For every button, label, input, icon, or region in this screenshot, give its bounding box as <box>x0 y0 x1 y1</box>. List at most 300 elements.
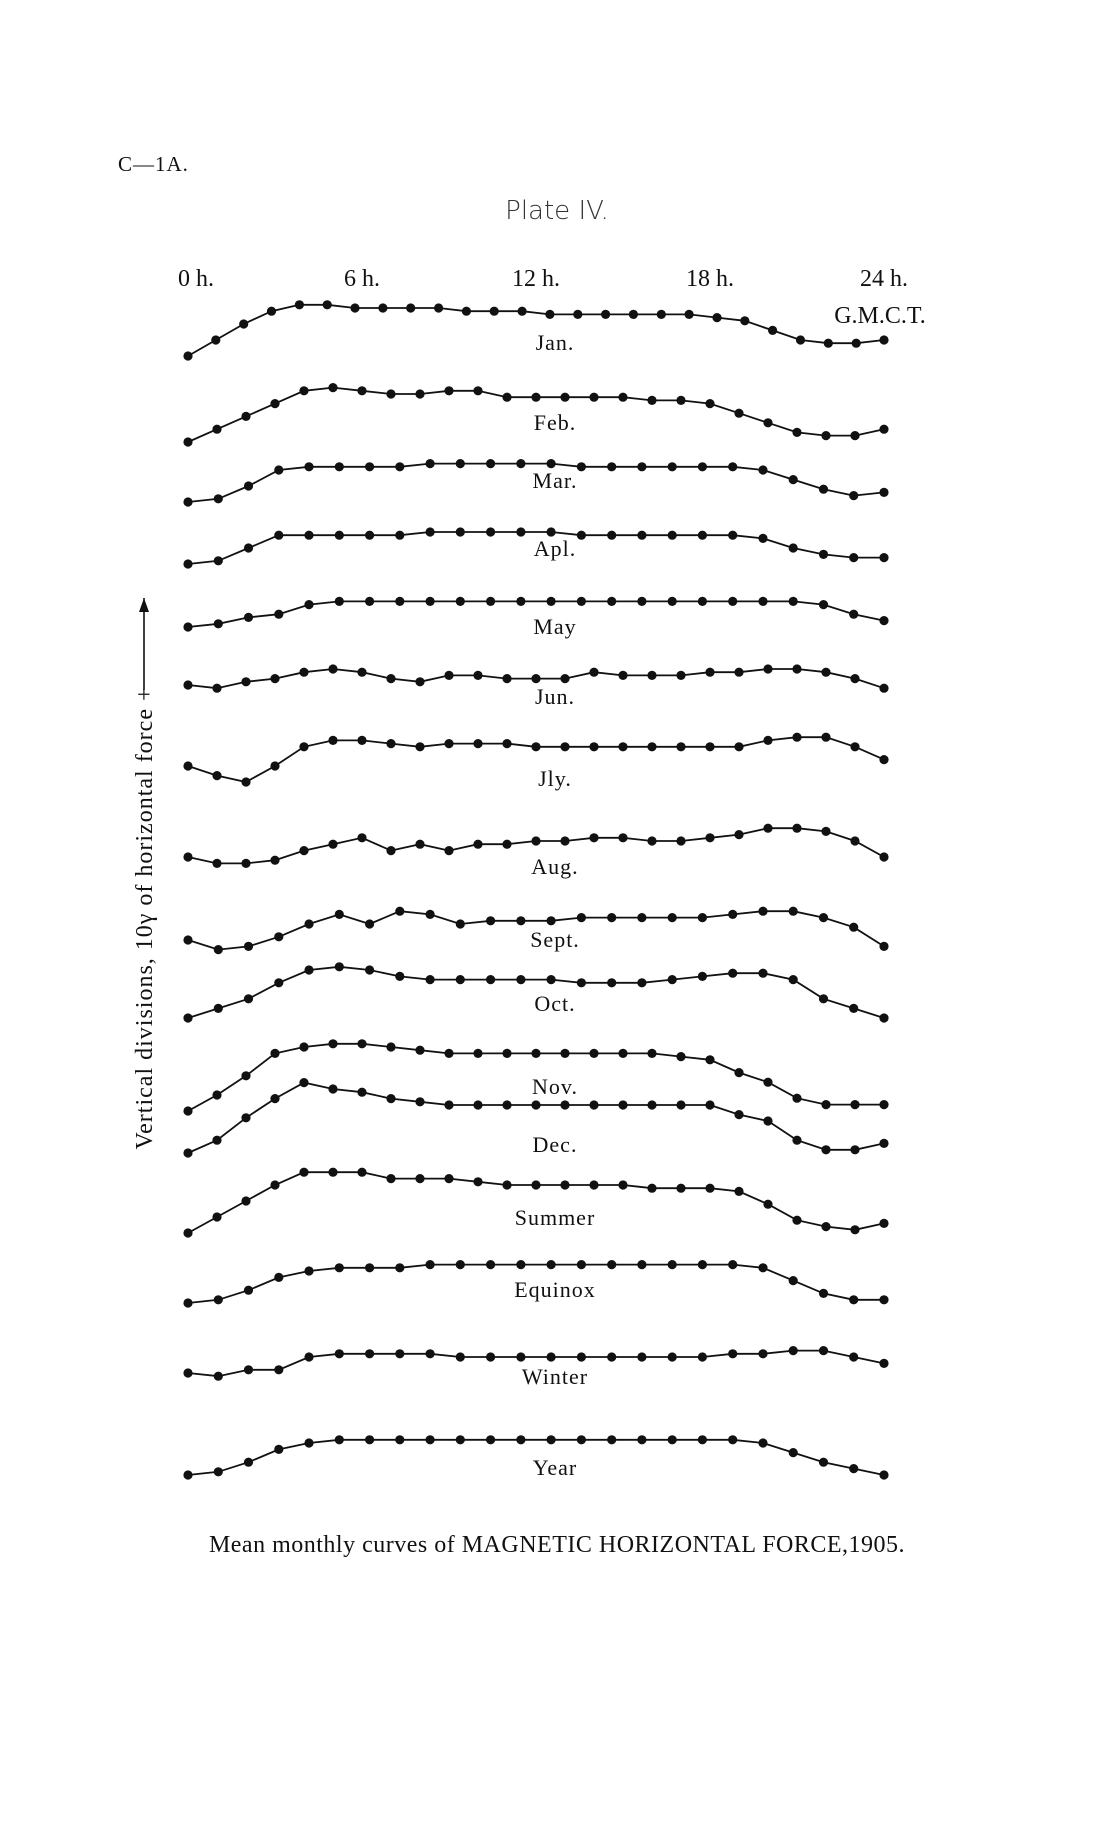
data-point <box>728 1260 737 1269</box>
data-point <box>183 351 192 360</box>
data-point <box>792 1216 801 1225</box>
data-point <box>241 1196 250 1205</box>
data-point <box>789 1346 798 1355</box>
data-point <box>244 1365 253 1374</box>
data-point <box>350 303 359 312</box>
data-point <box>668 462 677 471</box>
data-point <box>304 919 313 928</box>
data-point <box>728 1435 737 1444</box>
data-point <box>637 462 646 471</box>
data-point <box>299 668 308 677</box>
data-point <box>183 1368 192 1377</box>
series-jly <box>183 733 888 791</box>
data-point <box>850 1100 859 1109</box>
data-point <box>335 531 344 540</box>
data-point <box>426 527 435 536</box>
data-point <box>299 1168 308 1177</box>
data-point <box>668 1352 677 1361</box>
data-point <box>547 1435 556 1444</box>
data-point <box>274 465 283 474</box>
data-point <box>502 393 511 402</box>
series-label: Nov. <box>532 1074 578 1099</box>
data-point <box>335 462 344 471</box>
data-point <box>486 1435 495 1444</box>
data-point <box>444 1174 453 1183</box>
data-point <box>531 393 540 402</box>
data-point <box>299 386 308 395</box>
data-point <box>607 913 616 922</box>
data-point <box>589 1049 598 1058</box>
data-point <box>323 300 332 309</box>
data-point <box>456 1352 465 1361</box>
data-point <box>577 531 586 540</box>
data-point <box>395 531 404 540</box>
data-point <box>212 425 221 434</box>
data-point <box>241 1113 250 1122</box>
data-point <box>758 1349 767 1358</box>
data-point <box>728 597 737 606</box>
data-point <box>819 550 828 559</box>
data-point <box>426 975 435 984</box>
series-label: Equinox <box>514 1277 596 1302</box>
data-point <box>560 1049 569 1058</box>
data-point <box>473 1100 482 1109</box>
data-point <box>304 462 313 471</box>
data-point <box>768 326 777 335</box>
data-point <box>728 462 737 471</box>
data-point <box>850 1145 859 1154</box>
data-point <box>758 907 767 916</box>
data-point <box>183 1013 192 1022</box>
data-point <box>789 475 798 484</box>
data-point <box>518 307 527 316</box>
data-point <box>618 742 627 751</box>
data-point <box>270 674 279 683</box>
data-point <box>879 755 888 764</box>
data-point <box>214 1372 223 1381</box>
series-sept <box>183 907 888 955</box>
data-point <box>214 1467 223 1476</box>
data-point <box>705 1055 714 1064</box>
data-point <box>879 425 888 434</box>
data-point <box>618 393 627 402</box>
data-point <box>577 978 586 987</box>
data-point <box>618 1180 627 1189</box>
data-point <box>849 1352 858 1361</box>
data-point <box>386 846 395 855</box>
data-point <box>335 1349 344 1358</box>
data-point <box>516 1352 525 1361</box>
data-point <box>824 339 833 348</box>
data-point <box>244 543 253 552</box>
data-point <box>792 664 801 673</box>
data-point <box>241 677 250 686</box>
data-point <box>758 969 767 978</box>
data-point <box>789 1448 798 1457</box>
data-point <box>183 1106 192 1115</box>
data-point <box>589 1100 598 1109</box>
x-axis-ticks <box>178 266 908 292</box>
data-point <box>545 310 554 319</box>
data-point <box>577 1260 586 1269</box>
data-point <box>637 597 646 606</box>
data-point <box>879 942 888 951</box>
data-point <box>212 1212 221 1221</box>
data-point <box>705 1100 714 1109</box>
data-point <box>607 462 616 471</box>
data-point <box>668 531 677 540</box>
data-point <box>821 1222 830 1231</box>
series-jun <box>183 664 888 709</box>
data-point <box>849 1004 858 1013</box>
data-point <box>270 761 279 770</box>
data-point <box>244 942 253 951</box>
data-point <box>705 742 714 751</box>
data-point <box>734 742 743 751</box>
data-point <box>212 859 221 868</box>
data-point <box>531 1049 540 1058</box>
data-point <box>267 307 276 316</box>
series-label: Jun. <box>534 684 576 709</box>
data-point <box>607 978 616 987</box>
data-point <box>647 396 656 405</box>
data-point <box>758 534 767 543</box>
data-point <box>444 1100 453 1109</box>
data-point <box>821 668 830 677</box>
data-point <box>668 1435 677 1444</box>
data-point <box>850 742 859 751</box>
data-point <box>758 597 767 606</box>
data-point <box>328 383 337 392</box>
data-point <box>789 1276 798 1285</box>
data-point <box>304 965 313 974</box>
data-point <box>486 459 495 468</box>
data-point <box>270 1180 279 1189</box>
series-label: Oct. <box>534 991 576 1016</box>
data-point <box>426 910 435 919</box>
data-point <box>395 1263 404 1272</box>
data-point <box>183 761 192 770</box>
data-point <box>328 736 337 745</box>
data-point <box>698 531 707 540</box>
data-point <box>516 597 525 606</box>
data-point <box>879 335 888 344</box>
data-point <box>531 674 540 683</box>
data-point <box>304 1438 313 1447</box>
data-point <box>647 742 656 751</box>
data-point <box>516 916 525 925</box>
data-point <box>676 836 685 845</box>
data-point <box>647 836 656 845</box>
figure-caption: Mean monthly curves of MAGNETIC HORIZONTAL FORCE,1905. <box>208 1532 906 1558</box>
data-point <box>637 1352 646 1361</box>
data-point <box>395 1349 404 1358</box>
data-point <box>647 1049 656 1058</box>
data-point <box>456 1435 465 1444</box>
data-point <box>426 1435 435 1444</box>
data-point <box>415 742 424 751</box>
data-point <box>386 1094 395 1103</box>
data-point <box>647 1184 656 1193</box>
series-may <box>183 597 888 639</box>
data-point <box>821 431 830 440</box>
data-point <box>214 1004 223 1013</box>
data-point <box>183 622 192 631</box>
data-point <box>357 1168 366 1177</box>
data-point <box>335 597 344 606</box>
data-point <box>335 1435 344 1444</box>
data-point <box>473 386 482 395</box>
data-point <box>668 913 677 922</box>
data-point <box>365 1349 374 1358</box>
data-point <box>577 1435 586 1444</box>
data-point <box>365 919 374 928</box>
data-point <box>328 1084 337 1093</box>
data-point <box>274 531 283 540</box>
data-point <box>852 339 861 348</box>
data-point <box>758 465 767 474</box>
data-point <box>698 462 707 471</box>
data-point <box>637 978 646 987</box>
data-point <box>386 389 395 398</box>
data-point <box>456 459 465 468</box>
data-point <box>573 310 582 319</box>
data-point <box>274 1273 283 1282</box>
data-point <box>879 1219 888 1228</box>
data-point <box>183 852 192 861</box>
x-tick-label: 24 h. <box>860 266 908 292</box>
data-point <box>792 1094 801 1103</box>
data-point <box>365 1263 374 1272</box>
data-point <box>758 1438 767 1447</box>
data-point <box>183 1148 192 1157</box>
data-point <box>676 1100 685 1109</box>
data-point <box>792 824 801 833</box>
data-point <box>850 674 859 683</box>
data-point <box>763 1078 772 1087</box>
data-point <box>295 300 304 309</box>
data-point <box>849 610 858 619</box>
data-point <box>415 389 424 398</box>
data-point <box>456 1260 465 1269</box>
data-point <box>547 597 556 606</box>
data-point <box>386 739 395 748</box>
series-label: Winter <box>521 1364 589 1389</box>
data-point <box>607 531 616 540</box>
series-label: Aug. <box>531 854 579 879</box>
data-point <box>589 833 598 842</box>
data-point <box>386 1042 395 1051</box>
data-point <box>629 310 638 319</box>
data-point <box>241 859 250 868</box>
data-point <box>560 393 569 402</box>
data-point <box>879 1013 888 1022</box>
series-label: Jan. <box>535 330 575 355</box>
data-point <box>637 913 646 922</box>
data-point <box>270 856 279 865</box>
data-point <box>183 437 192 446</box>
data-point <box>819 1458 828 1467</box>
data-point <box>618 1049 627 1058</box>
data-point <box>335 1263 344 1272</box>
data-point <box>577 597 586 606</box>
data-point <box>850 431 859 440</box>
data-point <box>740 316 749 325</box>
data-point <box>676 671 685 680</box>
data-point <box>668 597 677 606</box>
data-point <box>763 736 772 745</box>
data-point <box>244 613 253 622</box>
data-point <box>821 1100 830 1109</box>
data-point <box>304 531 313 540</box>
data-point <box>486 975 495 984</box>
data-point <box>637 1435 646 1444</box>
data-point <box>214 556 223 565</box>
series-year <box>183 1435 888 1480</box>
data-point <box>821 733 830 742</box>
data-point <box>486 527 495 536</box>
series-label: Year <box>532 1455 578 1480</box>
data-point <box>304 1266 313 1275</box>
data-point <box>547 459 556 468</box>
data-point <box>763 824 772 833</box>
data-point <box>415 840 424 849</box>
data-point <box>647 671 656 680</box>
data-point <box>365 462 374 471</box>
data-point <box>357 668 366 677</box>
data-point <box>516 1435 525 1444</box>
data-point <box>879 852 888 861</box>
data-point <box>607 1260 616 1269</box>
data-point <box>618 671 627 680</box>
data-point <box>426 597 435 606</box>
data-point <box>304 1352 313 1361</box>
data-point <box>328 1039 337 1048</box>
data-point <box>698 597 707 606</box>
data-point <box>516 975 525 984</box>
data-point <box>214 1295 223 1304</box>
data-point <box>299 742 308 751</box>
data-point <box>444 846 453 855</box>
data-point <box>676 1184 685 1193</box>
data-point <box>274 932 283 941</box>
data-point <box>531 1180 540 1189</box>
data-point <box>357 1039 366 1048</box>
data-point <box>426 1260 435 1269</box>
data-point <box>274 1445 283 1454</box>
data-point <box>406 303 415 312</box>
data-point <box>270 399 279 408</box>
x-tick-label: 12 h. <box>512 266 560 292</box>
data-point <box>395 1435 404 1444</box>
data-point <box>819 1289 828 1298</box>
data-point <box>444 739 453 748</box>
data-point <box>516 1260 525 1269</box>
data-point <box>531 836 540 845</box>
data-point <box>879 1359 888 1368</box>
data-point <box>676 1052 685 1061</box>
data-point <box>502 840 511 849</box>
series-oct <box>183 962 888 1022</box>
data-point <box>473 1177 482 1186</box>
data-point <box>486 916 495 925</box>
data-point <box>214 945 223 954</box>
data-point <box>763 1116 772 1125</box>
data-point <box>244 994 253 1003</box>
data-point <box>502 674 511 683</box>
data-point <box>502 1100 511 1109</box>
data-point <box>589 668 598 677</box>
data-point <box>698 913 707 922</box>
series-label: Mar. <box>532 468 578 493</box>
data-point <box>531 1100 540 1109</box>
data-point <box>647 1100 656 1109</box>
series-label: Apl. <box>533 536 577 561</box>
data-point <box>763 1200 772 1209</box>
data-point <box>560 1180 569 1189</box>
data-point <box>299 1042 308 1051</box>
data-point <box>434 303 443 312</box>
data-point <box>879 1139 888 1148</box>
data-point <box>676 742 685 751</box>
x-tick-label: 0 h. <box>178 266 214 292</box>
data-point <box>473 1049 482 1058</box>
data-point <box>183 680 192 689</box>
data-point <box>734 830 743 839</box>
data-point <box>357 833 366 842</box>
data-point <box>547 916 556 925</box>
data-point <box>879 684 888 693</box>
data-point <box>473 840 482 849</box>
data-point <box>386 1174 395 1183</box>
series-label: Jly. <box>538 766 572 791</box>
data-point <box>577 1352 586 1361</box>
data-point <box>637 531 646 540</box>
data-point <box>486 1352 495 1361</box>
data-point <box>698 1435 707 1444</box>
data-point <box>712 313 721 322</box>
data-point <box>698 1260 707 1269</box>
data-point <box>183 497 192 506</box>
data-point <box>335 962 344 971</box>
x-tick-label: 6 h. <box>344 266 380 292</box>
data-point <box>270 1094 279 1103</box>
data-point <box>274 978 283 987</box>
series-label: May <box>533 614 577 639</box>
data-point <box>244 1286 253 1295</box>
data-point <box>789 597 798 606</box>
data-point <box>183 1298 192 1307</box>
data-point <box>821 827 830 836</box>
data-point <box>850 836 859 845</box>
data-point <box>618 833 627 842</box>
data-point <box>444 1049 453 1058</box>
data-point <box>357 1088 366 1097</box>
data-point <box>705 668 714 677</box>
data-point <box>821 1145 830 1154</box>
data-point <box>183 1470 192 1479</box>
data-point <box>462 307 471 316</box>
data-point <box>879 1470 888 1479</box>
series-label: Feb. <box>533 410 577 435</box>
data-point <box>734 1068 743 1077</box>
data-point <box>415 1097 424 1106</box>
data-point <box>607 597 616 606</box>
data-point <box>183 559 192 568</box>
data-point <box>577 913 586 922</box>
data-point <box>734 1110 743 1119</box>
curves <box>183 300 888 1480</box>
